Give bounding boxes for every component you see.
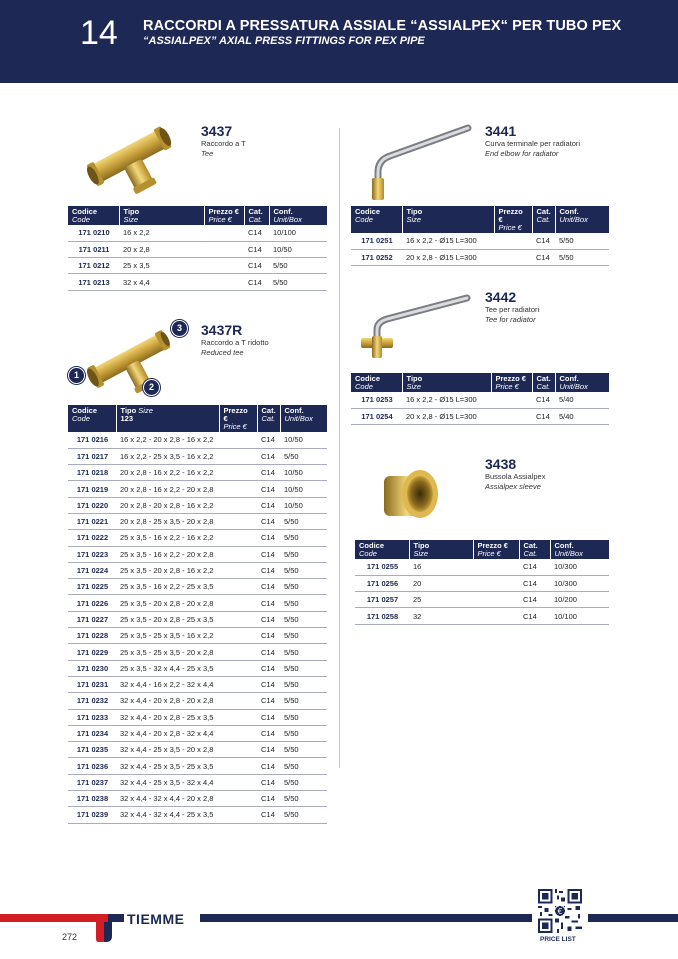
price-table-3438 [355, 540, 609, 625]
cell-price [204, 241, 244, 257]
cell-conf: 5/50 [269, 258, 327, 274]
cell-size: 32 x 4,4 - 20 x 2,8 - 20 x 2,8 [116, 693, 219, 709]
col-cat: Cat. Cat. [519, 540, 550, 559]
table-header-row [68, 405, 327, 432]
cell-cat: C14 [257, 530, 280, 546]
price-list-label: PRICE LIST [540, 936, 576, 943]
price-table-3437 [68, 206, 327, 291]
cell-conf: 5/50 [280, 579, 327, 595]
cell-cat: C14 [244, 274, 269, 290]
cell-conf: 5/40 [555, 392, 609, 408]
cell-price [219, 758, 257, 774]
cell-cat: C14 [257, 742, 280, 758]
cell-size: 32 x 4,4 - 20 x 2,8 - 32 x 4,4 [116, 725, 219, 741]
cell-price [494, 249, 532, 265]
cell-code: 171 0223 [68, 546, 116, 562]
cell-code: 171 0213 [68, 274, 119, 290]
product-code: 3438 [485, 456, 517, 472]
cell-cat: C14 [257, 725, 280, 741]
product-name-it: Raccordo a T [201, 139, 246, 148]
table-row [68, 432, 327, 448]
chapter-number: 14 [80, 14, 118, 52]
cell-code: 171 0257 [355, 592, 409, 608]
cell-conf: 5/50 [280, 758, 327, 774]
cell-cat: C14 [257, 693, 280, 709]
cell-price [219, 774, 257, 790]
product-name-it: Tee per radiatori [485, 305, 540, 314]
col-cat: Cat. Cat. [257, 405, 280, 432]
cell-code: 171 0212 [68, 258, 119, 274]
cell-size: 25 x 3,5 - 25 x 3,5 - 16 x 2,2 [116, 628, 219, 644]
cell-cat: C14 [519, 592, 550, 608]
cell-conf: 5/50 [280, 725, 327, 741]
cell-code: 171 0216 [68, 432, 116, 448]
table-row [68, 481, 327, 497]
col-tipo: Tipo Size 123 [116, 405, 219, 432]
cell-code: 171 0256 [355, 575, 409, 591]
product-3441-header [485, 124, 580, 159]
product-name-en: End elbow for radiator [485, 149, 559, 158]
cell-conf: 5/50 [280, 742, 327, 758]
cell-cat: C14 [257, 465, 280, 481]
table-row [351, 233, 609, 249]
cell-price [219, 546, 257, 562]
cell-size: 20 [409, 575, 473, 591]
col-price: Prezzo € Price € [491, 373, 532, 392]
table-row [68, 725, 327, 741]
cell-price [219, 448, 257, 464]
cell-cat: C14 [244, 241, 269, 257]
cell-cat: C14 [519, 608, 550, 624]
cell-conf: 5/50 [280, 807, 327, 823]
product-code: 3441 [485, 123, 517, 139]
cell-cat: C14 [257, 432, 280, 448]
cell-size: 20 x 2,8 - 16 x 2,2 - 20 x 2,8 [116, 481, 219, 497]
product-name-it: Raccordo a T ridotto [201, 338, 269, 347]
cell-size: 16 x 2,2 [119, 225, 204, 241]
cell-cat: C14 [257, 774, 280, 790]
table-row [68, 742, 327, 758]
cell-conf: 10/50 [280, 432, 327, 448]
cell-code: 171 0252 [351, 249, 402, 265]
cell-size: 32 x 4,4 - 16 x 2,2 - 32 x 4,4 [116, 676, 219, 692]
cell-size: 20 x 2,8 - Ø15 L=300 [402, 408, 491, 424]
cell-price [219, 595, 257, 611]
col-conf: Conf. Unit/Box [550, 540, 609, 559]
table-row [68, 709, 327, 725]
price-table-3442 [351, 373, 609, 425]
cell-cat: C14 [257, 448, 280, 464]
cell-price [219, 562, 257, 578]
table-header-row [68, 206, 327, 225]
cell-conf: 5/50 [280, 628, 327, 644]
cell-code: 171 0251 [351, 233, 402, 249]
cell-conf: 5/50 [269, 274, 327, 290]
table-row [68, 611, 327, 627]
cell-conf: 5/40 [555, 408, 609, 424]
cell-cat: C14 [532, 233, 555, 249]
cell-cat: C14 [257, 562, 280, 578]
cell-cat: C14 [257, 660, 280, 676]
col-tipo: Tipo Size [119, 206, 204, 225]
col-price: Prezzo € Price € [473, 540, 519, 559]
cell-size: 25 x 3,5 - 32 x 4,4 - 25 x 3,5 [116, 660, 219, 676]
col-code: Codice Code [72, 207, 98, 224]
cell-cat: C14 [519, 575, 550, 591]
cell-cat: C14 [257, 807, 280, 823]
product-3437-header [201, 124, 246, 159]
cell-size: 32 x 4,4 [119, 274, 204, 290]
tee-fitting-image [80, 118, 180, 198]
table-row [351, 249, 609, 265]
col-conf: Conf. Unit/Box [280, 405, 327, 432]
cell-price [219, 611, 257, 627]
cell-price [491, 392, 532, 408]
col-code: Codice Code [355, 374, 381, 391]
cell-price [219, 693, 257, 709]
cell-size: 16 x 2,2 - 20 x 2,8 - 16 x 2,2 [116, 432, 219, 448]
table-row [355, 575, 609, 591]
cell-price [219, 742, 257, 758]
cell-size: 16 x 2,2 - Ø15 L=300 [402, 392, 491, 408]
cell-price [473, 592, 519, 608]
cell-code: 171 0227 [68, 611, 116, 627]
cell-size: 16 x 2,2 - 25 x 3,5 - 16 x 2,2 [116, 448, 219, 464]
cell-price [204, 225, 244, 241]
cell-size: 20 x 2,8 [119, 241, 204, 257]
cell-cat: C14 [257, 676, 280, 692]
cell-conf: 5/50 [280, 676, 327, 692]
cell-code: 171 0234 [68, 725, 116, 741]
cell-price [219, 513, 257, 529]
table-row [355, 559, 609, 575]
cell-size: 32 x 4,4 - 25 x 3,5 - 25 x 3,5 [116, 758, 219, 774]
table-row [355, 592, 609, 608]
cell-conf: 5/50 [280, 709, 327, 725]
cell-price [219, 579, 257, 595]
cell-conf: 5/50 [280, 513, 327, 529]
cell-size: 32 x 4,4 - 20 x 2,8 - 25 x 3,5 [116, 709, 219, 725]
cell-cat: C14 [257, 709, 280, 725]
col-code: Codice Code [72, 406, 98, 423]
cell-conf: 5/50 [555, 233, 609, 249]
table-row [68, 758, 327, 774]
table-row [68, 562, 327, 578]
cell-code: 171 0211 [68, 241, 119, 257]
cell-cat: C14 [257, 791, 280, 807]
cell-code: 171 0222 [68, 530, 116, 546]
cell-price [219, 660, 257, 676]
table-row [68, 465, 327, 481]
cell-code: 171 0255 [355, 559, 409, 575]
cell-cat: C14 [257, 579, 280, 595]
port-badge-3: 3 [171, 320, 188, 337]
cell-size: 16 [409, 559, 473, 575]
cell-size: 20 x 2,8 - 16 x 2,2 - 16 x 2,2 [116, 465, 219, 481]
col-price: Prezzo € Price € [219, 405, 257, 432]
cell-code: 171 0233 [68, 709, 116, 725]
product-name-en: Tee for radiator [485, 315, 536, 324]
cell-price [219, 709, 257, 725]
page-header [0, 0, 678, 83]
cell-code: 171 0226 [68, 595, 116, 611]
cell-size: 25 x 3,5 - 16 x 2,2 - 20 x 2,8 [116, 546, 219, 562]
col-price: Prezzo € Price € [204, 206, 244, 225]
table-row [68, 530, 327, 546]
cell-price [219, 481, 257, 497]
cell-price [473, 559, 519, 575]
cell-size: 20 x 2,8 - Ø15 L=300 [402, 249, 494, 265]
table-row [68, 225, 327, 241]
product-3438-header [485, 457, 545, 492]
cell-cat: C14 [244, 258, 269, 274]
cell-code: 171 0224 [68, 562, 116, 578]
table-row [68, 807, 327, 823]
cell-conf: 5/50 [280, 530, 327, 546]
table-row [68, 448, 327, 464]
table-header-row [351, 206, 609, 233]
cell-size: 16 x 2,2 - Ø15 L=300 [402, 233, 494, 249]
cell-conf: 10/100 [550, 608, 609, 624]
table-row [68, 774, 327, 790]
cell-conf: 10/300 [550, 575, 609, 591]
product-code: 3437 [201, 123, 233, 139]
svg-text:€: € [557, 907, 563, 917]
cell-size: 25 x 3,5 - 25 x 3,5 - 20 x 2,8 [116, 644, 219, 660]
cell-conf: 5/50 [280, 562, 327, 578]
end-elbow-image [358, 120, 476, 202]
table-row [68, 644, 327, 660]
cell-price [473, 608, 519, 624]
product-name-en: Assialpex sleeve [485, 482, 541, 491]
cell-code: 171 0232 [68, 693, 116, 709]
cell-price [204, 258, 244, 274]
cell-cat: C14 [257, 546, 280, 562]
cell-conf: 10/50 [269, 241, 327, 257]
table-row [68, 660, 327, 676]
product-name-en: Reduced tee [201, 348, 244, 357]
col-cat: Cat. Cat. [532, 206, 555, 233]
product-code: 3442 [485, 289, 517, 305]
cell-size: 32 x 4,4 - 32 x 4,4 - 25 x 3,5 [116, 807, 219, 823]
page-title-it: RACCORDI A PRESSATURA ASSIALE “ASSIALPEX“ PER TUBO PEX [143, 18, 622, 34]
cell-size: 25 x 3,5 [119, 258, 204, 274]
cell-conf: 10/50 [280, 497, 327, 513]
cell-conf: 5/50 [280, 660, 327, 676]
table-row [355, 608, 609, 624]
cell-conf: 10/100 [269, 225, 327, 241]
page-title-en: “ASSIALPEX” AXIAL PRESS FITTINGS FOR PEX PIPE [143, 35, 425, 47]
cell-code: 171 0236 [68, 758, 116, 774]
cell-cat: C14 [257, 758, 280, 774]
col-conf: Conf. Unit/Box [269, 206, 327, 225]
cell-code: 171 0231 [68, 676, 116, 692]
cell-size: 25 x 3,5 - 16 x 2,2 - 16 x 2,2 [116, 530, 219, 546]
cell-conf: 5/50 [280, 774, 327, 790]
cell-size: 20 x 2,8 - 25 x 3,5 - 20 x 2,8 [116, 513, 219, 529]
product-3437R-header [201, 323, 269, 358]
cell-code: 171 0254 [351, 408, 402, 424]
cell-price [473, 575, 519, 591]
cell-code: 171 0230 [68, 660, 116, 676]
cell-size: 25 x 3,5 - 20 x 2,8 - 16 x 2,2 [116, 562, 219, 578]
page-number: 272 [62, 932, 78, 942]
cell-cat: C14 [257, 481, 280, 497]
table-row [351, 392, 609, 408]
radiator-tee-image [355, 292, 473, 362]
cell-cat: C14 [532, 408, 555, 424]
col-cat: Cat. Cat. [532, 373, 555, 392]
cell-conf: 5/50 [280, 611, 327, 627]
cell-price [219, 530, 257, 546]
table-row [68, 274, 327, 290]
cell-cat: C14 [257, 595, 280, 611]
cell-code: 171 0238 [68, 791, 116, 807]
cell-cat: C14 [532, 249, 555, 265]
cell-price [204, 274, 244, 290]
cell-price [219, 497, 257, 513]
cell-cat: C14 [244, 225, 269, 241]
cell-size: 32 x 4,4 - 32 x 4,4 - 20 x 2,8 [116, 791, 219, 807]
cell-code: 171 0258 [355, 608, 409, 624]
product-code: 3437R [201, 322, 243, 338]
cell-price [219, 432, 257, 448]
col-price: Prezzo € Price € [494, 206, 532, 233]
cell-size: 25 x 3,5 - 20 x 2,8 - 25 x 3,5 [116, 611, 219, 627]
reduced-tee-fitting-image [80, 320, 180, 398]
cell-code: 171 0220 [68, 497, 116, 513]
cell-price [219, 644, 257, 660]
table-header-row [355, 540, 609, 559]
product-3442-header [485, 290, 539, 325]
col-code: Codice Code [359, 541, 385, 558]
cell-cat: C14 [257, 611, 280, 627]
cell-size: 32 [409, 608, 473, 624]
cell-code: 171 0239 [68, 807, 116, 823]
cell-size: 20 x 2,8 - 20 x 2,8 - 16 x 2,2 [116, 497, 219, 513]
port-badge-2: 2 [143, 379, 160, 396]
cell-conf: 10/50 [280, 481, 327, 497]
table-row [68, 791, 327, 807]
cell-cat: C14 [257, 497, 280, 513]
col-code: Codice Code [355, 207, 381, 224]
table-row [68, 693, 327, 709]
cell-cat: C14 [519, 559, 550, 575]
col-conf: Conf. Unit/Box [555, 206, 609, 233]
cell-code: 171 0221 [68, 513, 116, 529]
table-row [68, 241, 327, 257]
cell-code: 171 0210 [68, 225, 119, 241]
cell-price [219, 628, 257, 644]
port-badge-1: 1 [68, 367, 85, 384]
cell-size: 32 x 4,4 - 25 x 3,5 - 32 x 4,4 [116, 774, 219, 790]
column-divider [339, 128, 340, 768]
cell-code: 171 0219 [68, 481, 116, 497]
table-row [68, 676, 327, 692]
cell-conf: 5/50 [280, 595, 327, 611]
table-row [68, 258, 327, 274]
cell-size: 25 x 3,5 - 16 x 2,2 - 25 x 3,5 [116, 579, 219, 595]
cell-conf: 5/50 [280, 644, 327, 660]
cell-cat: C14 [532, 392, 555, 408]
cell-size: 25 x 3,5 - 20 x 2,8 - 20 x 2,8 [116, 595, 219, 611]
sleeve-image [380, 462, 444, 524]
cell-conf: 10/200 [550, 592, 609, 608]
price-table-3441 [351, 206, 609, 266]
col-tipo: Tipo Size [402, 373, 491, 392]
table-header-row [351, 373, 609, 392]
cell-size: 25 [409, 592, 473, 608]
table-row [351, 408, 609, 424]
col-tipo: Tipo Size [409, 540, 473, 559]
cell-conf: 10/300 [550, 559, 609, 575]
cell-price [219, 807, 257, 823]
cell-conf: 5/50 [280, 791, 327, 807]
table-row [68, 595, 327, 611]
table-row [68, 546, 327, 562]
cell-code: 171 0237 [68, 774, 116, 790]
cell-size: 32 x 4,4 - 25 x 3,5 - 20 x 2,8 [116, 742, 219, 758]
table-row [68, 497, 327, 513]
table-row [68, 513, 327, 529]
cell-conf: 5/50 [280, 546, 327, 562]
table-row [68, 628, 327, 644]
col-conf: Conf. Unit/Box [555, 373, 609, 392]
cell-cat: C14 [257, 644, 280, 660]
cell-conf: 5/50 [280, 448, 327, 464]
cell-code: 171 0217 [68, 448, 116, 464]
cell-price [494, 233, 532, 249]
tiemme-logo: TIEMME [127, 911, 185, 927]
cell-conf: 5/50 [555, 249, 609, 265]
cell-code: 171 0218 [68, 465, 116, 481]
cell-code: 171 0225 [68, 579, 116, 595]
price-table-3437R [68, 405, 327, 824]
cell-code: 171 0228 [68, 628, 116, 644]
qr-code-icon[interactable] [537, 889, 583, 933]
cell-cat: C14 [257, 513, 280, 529]
col-tipo: Tipo Size [402, 206, 494, 233]
cell-code: 171 0235 [68, 742, 116, 758]
cell-conf: 10/50 [280, 465, 327, 481]
cell-code: 171 0253 [351, 392, 402, 408]
cell-price [491, 408, 532, 424]
table-row [68, 579, 327, 595]
product-name-en: Tee [201, 149, 214, 158]
col-cat: Cat. Cat. [244, 206, 269, 225]
cell-price [219, 725, 257, 741]
cell-code: 171 0229 [68, 644, 116, 660]
product-name-it: Curva terminale per radiatori [485, 139, 581, 148]
cell-price [219, 791, 257, 807]
cell-price [219, 465, 257, 481]
cell-conf: 5/50 [280, 693, 327, 709]
cell-cat: C14 [257, 628, 280, 644]
cell-price [219, 676, 257, 692]
product-name-it: Bussola Assialpex [485, 472, 546, 481]
